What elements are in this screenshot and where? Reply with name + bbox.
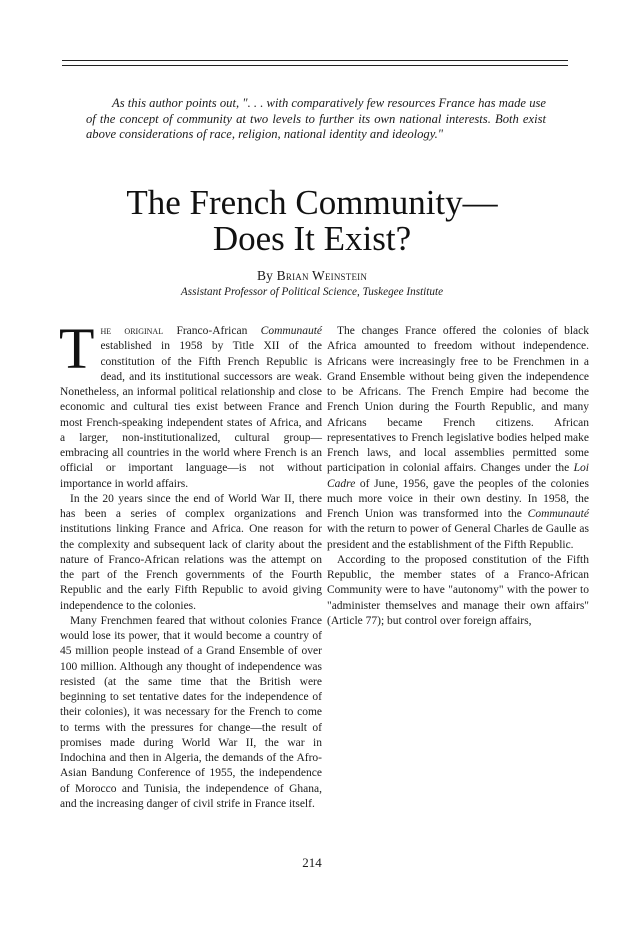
- page-number: 214: [302, 855, 322, 870]
- right-column: [327, 324, 589, 629]
- author-affiliation: Assistant Professor of Political Science, Tuskegee Institute: [180, 286, 444, 298]
- p4-italic: Loi Cadre: [327, 462, 589, 490]
- paragraph-3: Many Frenchmen feared that without colonies France would lose its power, that it would become a country of 45 million people instead of a Grand Ensemble of over 100 million. Although any thought of independence was resisted (at the same time that the British were beginning to set tentative dates for the independence of their colonies), it was necessary for the French to come to terms with the pressures for change—the result of promises made during World War II, the war in Indochina and then in Algeria, the demands of the Afro-Asian Bandung Conference of 1955, the independence of Morocco and Tunisia, the independence of Ghana, and the increasing danger of civil strife in France itself.: [60, 614, 322, 810]
- epigraph: As this author points out, ". . . with comparatively few resources France has made use of the concept of community at two levels to further its own national interests. Both exist above considerations of race, religion, national identity and ideology.": [86, 96, 546, 142]
- paragraph-5: According to the proposed constitution of the Fifth Republic, the member states of a Franco-African Community were to have "autonomy" with the power to "administer themselves and manage their own affairs" (Article 77); but control over foreign affairs,: [327, 553, 589, 627]
- top-rule-1: [62, 60, 568, 61]
- p4-text-a: The changes France offered the colonies of black Africa amounted to freedom without independence. Africans were increasingly free to be Frenchmen in a Grand Ensemble without being given the independence to be Africans. The French Empire had become the French Union during the Fourth Republic, and many Africans became French citizens. African representatives to French legislative bodies helped make French laws, and local assemblies permitted some participation in colonial affairs. Changes under the: [327, 325, 589, 475]
- article-title-line2: Does It Exist?: [212, 219, 412, 258]
- left-column: [59, 316, 323, 812]
- byline: [0, 268, 624, 284]
- p4-text-b: of June, 1956, gave the peoples of the colonies much more voice in their own destiny. In 1958, the French Union was transformed into the: [327, 477, 589, 520]
- p1-text-a: Franco-African: [163, 325, 261, 337]
- p1-text-b: established in 1958 by Title XII of the constitution of the Fifth French Republic is dead, and its institutional successors are weak. Nonetheless, an informal political relationship and close economic and cultural ties exist between France and most French-speaking independent states of Africa, and a larger, non-institutionalized, cultural group—embracing all countries in the world where French is an official or important language—is not without importance in world affairs.: [60, 340, 322, 490]
- paragraph-4: [327, 324, 589, 553]
- byline-prefix: By: [256, 268, 274, 283]
- p4-text-c: with the return to power of General Charles de Gaulle as president and the establishment of the Fifth Republic.: [327, 523, 589, 551]
- p1-italic: Communauté: [260, 325, 323, 337]
- drop-cap: T: [59, 316, 95, 381]
- author-name: Brian Weinstein: [276, 268, 368, 283]
- paragraph-1: [59, 316, 323, 492]
- top-rule-2: [62, 65, 568, 66]
- paragraph-2: In the 20 years since the end of World War II, there has been a series of complex organizations and institutions linking France and Africa. One reason for the complexity and subsequent lack of clarity about the nature of Franco-African relations was the attempt on the part of the French governments of the Fourth Republic and the early Fifth Republic to avoid giving independence to the colonies.: [60, 492, 322, 612]
- article-title-line1: The French Community—: [126, 183, 498, 222]
- p4-italic-2: Communauté: [527, 508, 589, 520]
- lead-small-caps: he original: [100, 325, 164, 337]
